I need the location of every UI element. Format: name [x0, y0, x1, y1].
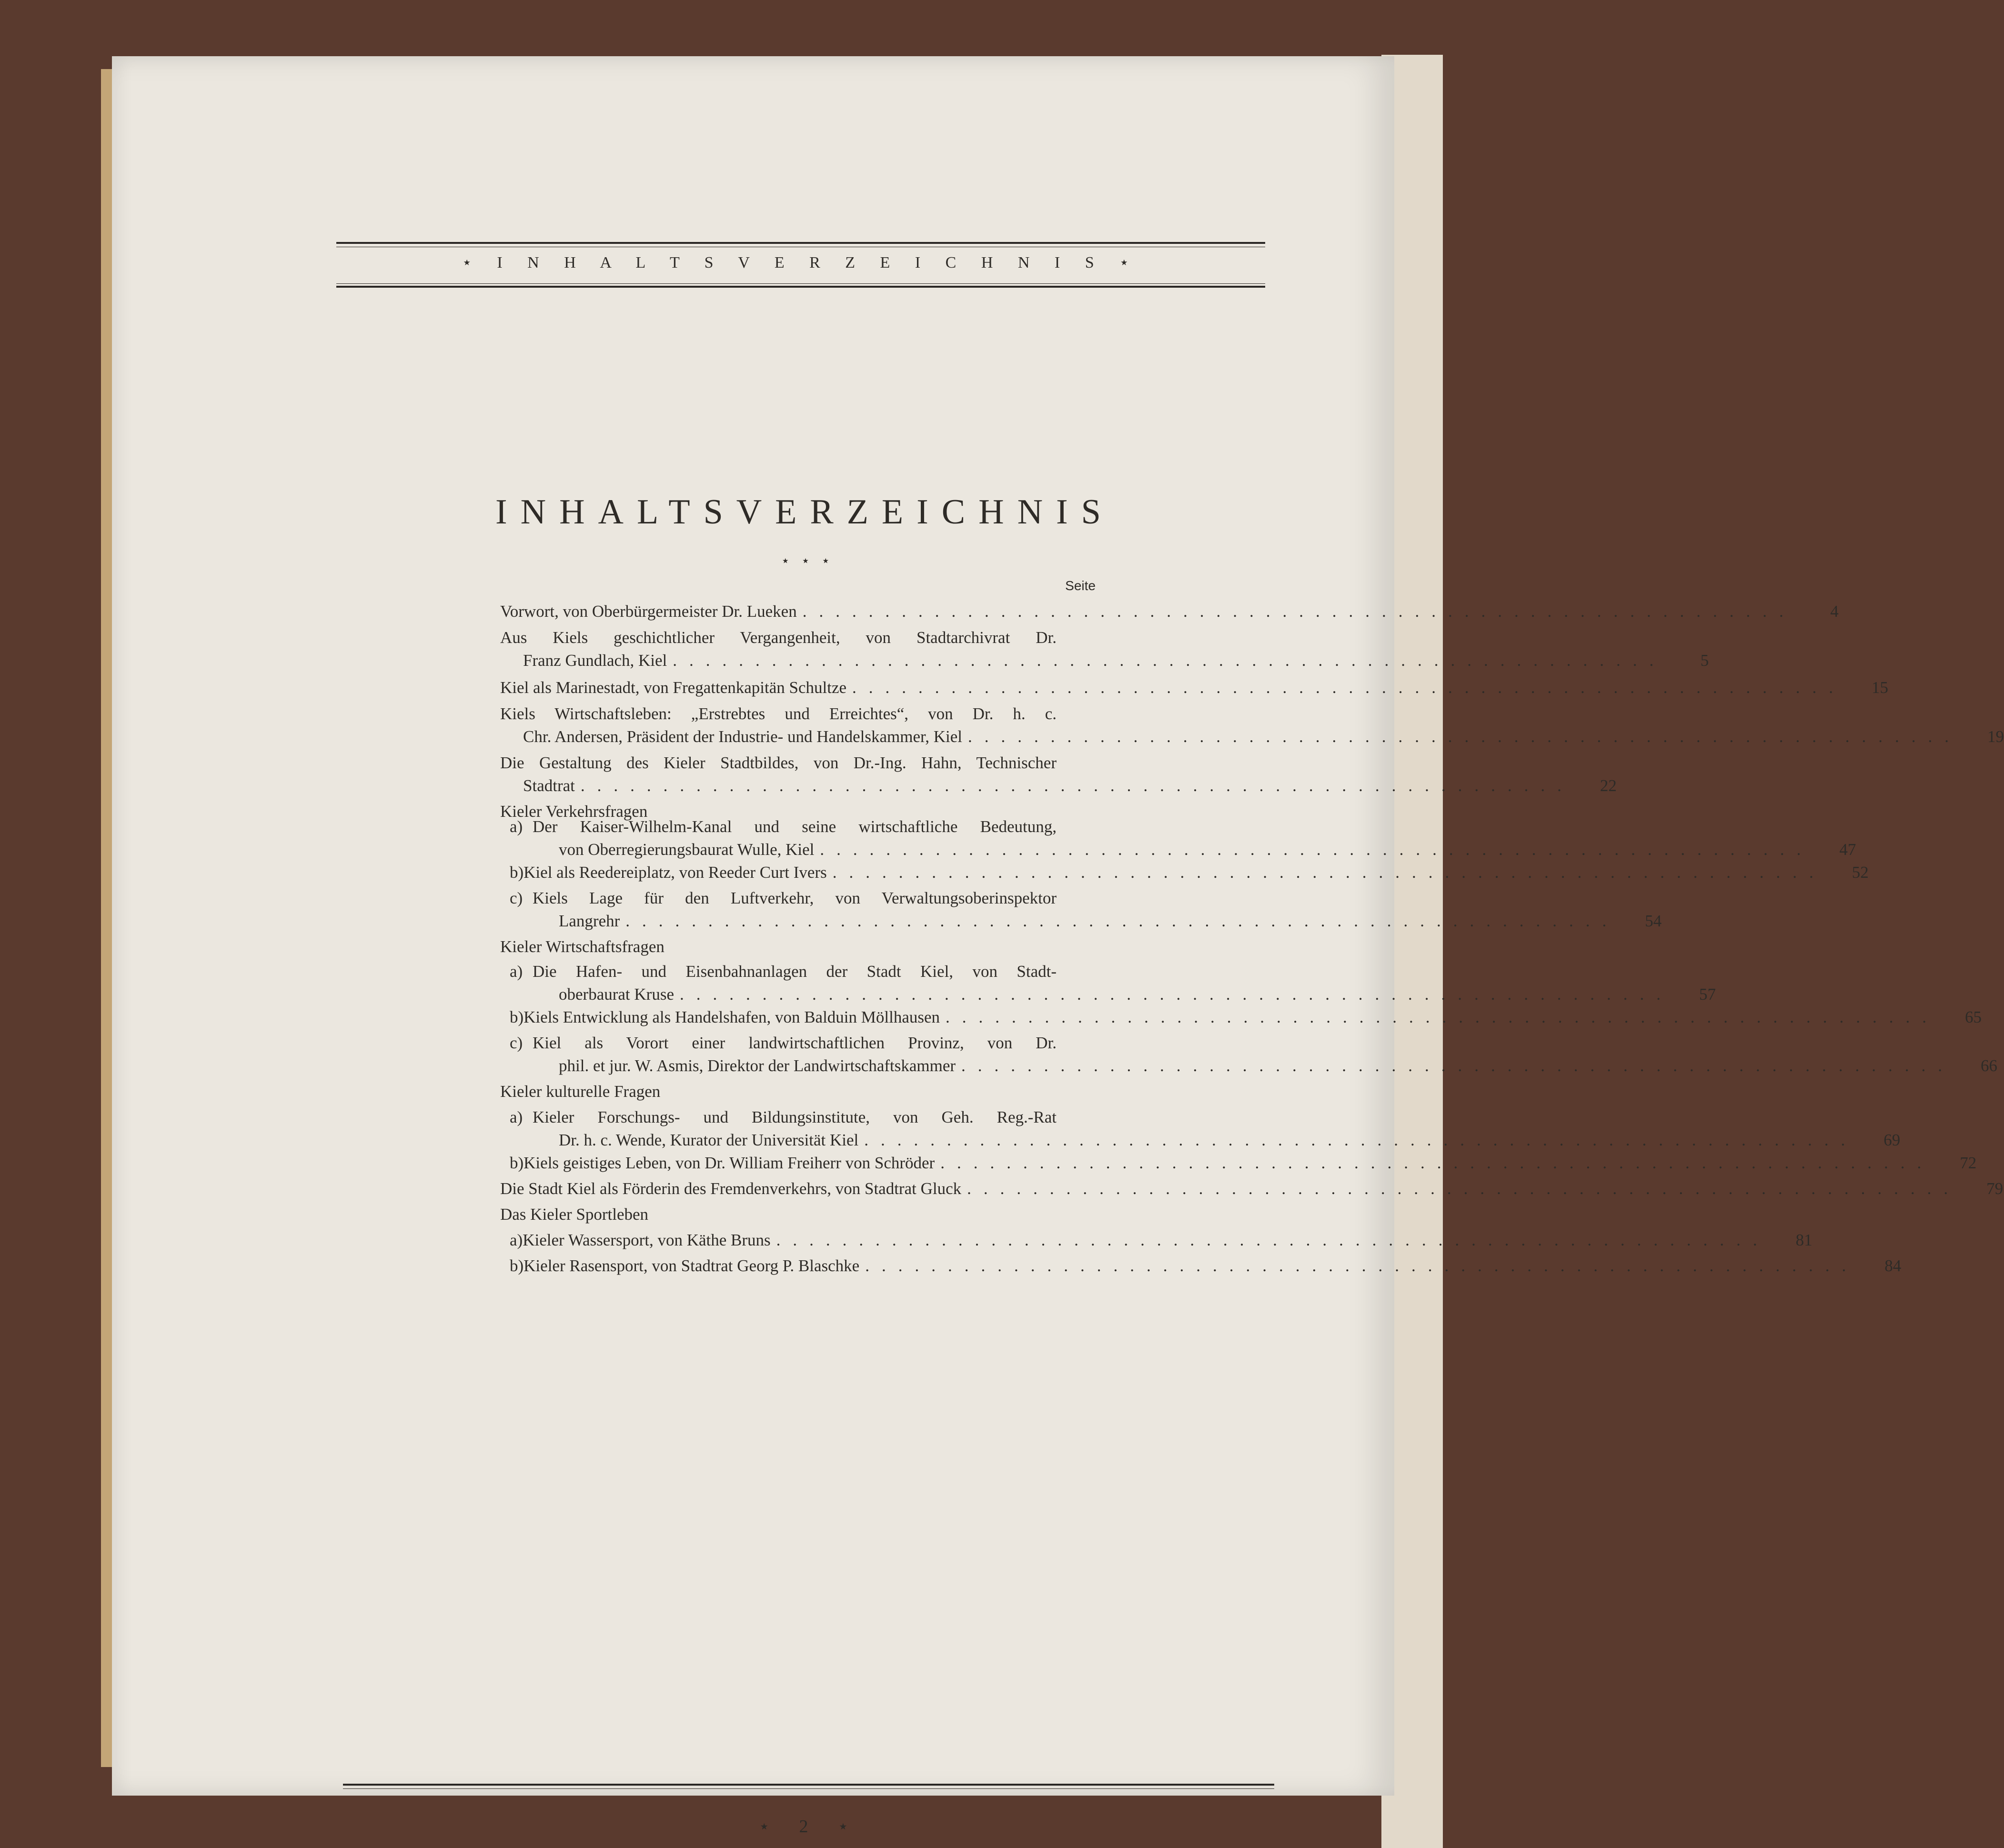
toc-entry — [559, 1129, 1901, 1152]
toc-entry-text: von Oberregierungsbaurat Wulle, Kiel — [559, 840, 815, 859]
toc-dot-leader: ............................................................ — [832, 863, 1826, 882]
toc-page-number: 5 — [1700, 651, 1709, 670]
toc-entry-text: phil. et jur. W. Asmis, Direktor der Landwirtschaftskammer — [559, 1056, 956, 1075]
toc-entry — [523, 774, 1617, 797]
toc-entry — [523, 725, 2004, 748]
toc-page-number: 57 — [1699, 985, 1716, 1004]
toc-entry-label: b) — [510, 1008, 524, 1026]
toc-entry-text: Kiel als Reedereiplatz, von Reeder Curt Ivers — [524, 863, 827, 882]
toc-dot-leader: ............................................................ — [802, 602, 1796, 621]
toc-dot-leader: ............................................................ — [961, 1056, 1955, 1075]
toc-entry — [510, 887, 1057, 910]
toc-entry-text: Franz Gundlach, Kiel — [523, 651, 667, 670]
toc-entry — [510, 960, 1057, 983]
toc-entry — [500, 626, 1057, 649]
toc-entry-label: b) — [510, 1256, 524, 1275]
footer-rule-thick — [343, 1784, 1274, 1786]
toc-dot-leader: ............................................................ — [820, 840, 1813, 859]
page-title: INHALTSVERZEICHNIS — [495, 492, 1114, 532]
toc-entry-text: Kiels Entwicklung als Handelshafen, von Balduin Möllhausen — [524, 1008, 940, 1026]
toc-entry-text: oberbaurat Kruse — [559, 985, 674, 1004]
toc-entry — [559, 983, 1716, 1006]
toc-page-number: 4 — [1830, 602, 1839, 621]
toc-entry — [559, 910, 1662, 933]
toc-entry-label: b) — [510, 1154, 524, 1172]
toc-entry-text: Kieler Verkehrsfragen — [500, 802, 648, 821]
toc-entry — [510, 1152, 1977, 1175]
toc-entry-label: a) — [510, 817, 523, 836]
toc-entry — [559, 838, 1856, 861]
toc-entry-text: Vorwort, von Oberbürgermeister Dr. Lueken — [500, 602, 797, 621]
toc-page-number: 81 — [1795, 1231, 1813, 1249]
toc-entry-text: Kieler Rasensport, von Stadtrat Georg P. Blaschke — [524, 1256, 860, 1275]
toc-entry-label: a) — [510, 1231, 523, 1249]
toc-dot-leader: ............................................................ — [852, 678, 1846, 697]
toc-dot-leader: ............................................................ — [625, 912, 1619, 930]
toc-dot-leader: ............................................................ — [967, 1179, 1961, 1198]
toc-entry-text: Das Kieler Sportleben — [500, 1205, 649, 1224]
toc-entry-text: Langrehr — [559, 912, 620, 930]
toc-entry — [510, 815, 1057, 838]
toc-entry-text: Kieler Wirtschaftsfragen — [500, 937, 665, 956]
toc-entry-text: Kieler Wassersport, von Käthe Bruns — [523, 1231, 771, 1249]
toc-entry — [500, 676, 1889, 699]
toc-dot-leader: ............................................................ — [940, 1154, 1934, 1172]
toc-entry-text: Kiels geistiges Leben, von Dr. William Freiherr von Schröder — [524, 1154, 935, 1172]
toc-dot-leader: ............................................................ — [679, 985, 1673, 1004]
toc-entry-text: Aus Kiels geschichtlicher Vergangenheit, von Stadtarchivrat Dr. — [500, 628, 1057, 647]
toc-entry — [500, 600, 1839, 623]
toc-entry — [559, 1055, 1998, 1077]
toc-entry-text: Kiels Wirtschaftsleben: „Erstrebtes und Erreichtes“, von Dr. h. c. — [500, 704, 1057, 723]
toc-page-number: 69 — [1883, 1131, 1901, 1149]
header-rule-top-thick — [336, 242, 1265, 244]
toc-page-number: 65 — [1965, 1008, 1982, 1026]
toc-page-number: 19 — [1987, 727, 2004, 746]
toc-entry — [500, 935, 1057, 958]
toc-entry — [500, 752, 1057, 774]
toc-dot-leader: ............................................................ — [864, 1131, 1858, 1149]
toc-page-number: 15 — [1872, 678, 1889, 697]
toc-entry — [510, 861, 1869, 884]
toc-page-number: 84 — [1884, 1256, 1902, 1275]
toc-page-number: 66 — [1981, 1056, 1998, 1075]
toc-dot-leader: ............................................................ — [946, 1008, 1939, 1026]
toc-entry — [500, 1080, 1057, 1103]
toc-entry-label: c) — [510, 1034, 523, 1052]
toc-entry — [510, 1255, 1902, 1277]
toc-entry-text: Kiel als Vorort einer landwirtschaftlichen Provinz, von Dr. — [533, 1034, 1057, 1052]
running-head: ⋆ I N H A L T S V E R Z E I C H N I S ⋆ — [462, 254, 1140, 271]
toc-entry — [523, 649, 1709, 672]
toc-page-number: 54 — [1645, 912, 1662, 930]
toc-entry — [500, 703, 1057, 725]
toc-entry-text: Die Stadt Kiel als Förderin des Fremdenverkehrs, von Stadtrat Gluck — [500, 1179, 962, 1198]
toc-dot-leader: ............................................................ — [580, 776, 1574, 795]
toc-entry-text: Die Hafen- und Eisenbahnanlagen der Stadt Kiel, von Stadt- — [533, 962, 1057, 981]
seite-column-label: Seite — [1065, 578, 1096, 593]
toc-entry-label: a) — [510, 1108, 523, 1126]
page-number: ⋆ 2 ⋆ — [758, 1817, 861, 1837]
toc-entry — [500, 1177, 2004, 1200]
toc-entry-text: Dr. h. c. Wende, Kurator der Universität Kiel — [559, 1131, 859, 1149]
toc-entry-text: Chr. Andersen, Präsident der Industrie- und Handelskammer, Kiel — [523, 727, 962, 746]
toc-page-number: 79 — [1986, 1179, 2004, 1198]
toc-entry-label: b) — [510, 863, 524, 882]
header-rule-bottom-thin — [336, 283, 1265, 284]
toc-entry — [510, 1106, 1057, 1129]
toc-dot-leader: ............................................................ — [865, 1256, 1859, 1275]
toc-entry — [510, 1032, 1057, 1055]
toc-entry-text: Stadtrat — [523, 776, 575, 795]
toc-entry — [510, 1006, 1982, 1029]
toc-entry-text: Kieler kulturelle Fragen — [500, 1082, 661, 1101]
toc-page-number: 47 — [1839, 840, 1856, 859]
toc-entry — [510, 1229, 1813, 1252]
toc-entry-text: Kiels Lage für den Luftverkehr, von Verwaltungsoberinspektor — [533, 889, 1057, 907]
title-ornament: ⋆ ⋆ ⋆ — [781, 553, 834, 569]
footer-rule-thin — [343, 1788, 1274, 1789]
toc-entry-text: Kieler Forschungs- und Bildungsinstitute, von Geh. Reg.-Rat — [533, 1108, 1057, 1126]
toc-dot-leader: ............................................................ — [968, 727, 1961, 746]
toc-entry-text: Der Kaiser-Wilhelm-Kanal und seine wirtschaftliche Bedeutung, — [533, 817, 1057, 836]
toc-page-number: 72 — [1960, 1154, 1977, 1172]
toc-entry-label: c) — [510, 889, 523, 907]
toc-entry-label: a) — [510, 962, 523, 981]
toc-page-number: 22 — [1600, 776, 1617, 795]
toc-dot-leader: ............................................................ — [673, 651, 1666, 670]
toc-page-number: 52 — [1852, 863, 1869, 882]
header-rule-bottom-thick — [336, 286, 1265, 288]
toc-entry-text: Kiel als Marinestadt, von Fregattenkapitän Schultze — [500, 678, 847, 697]
toc-entry — [500, 1203, 1057, 1226]
toc-entry-text: Die Gestaltung des Kieler Stadtbildes, von Dr.-Ing. Hahn, Technischer — [500, 753, 1057, 772]
toc-dot-leader: ............................................................ — [776, 1231, 1770, 1249]
